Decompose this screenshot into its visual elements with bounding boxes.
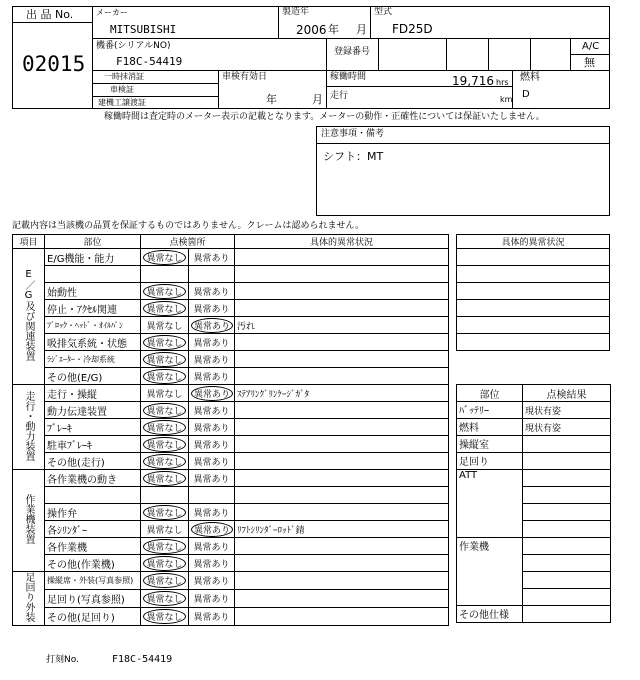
table-row xyxy=(457,538,611,555)
normal-mark: 異常なし xyxy=(143,556,185,571)
normal-mark: 異常なし xyxy=(143,301,185,316)
mileage-label: 走行 xyxy=(330,91,349,101)
hours-label: 稼働時間 xyxy=(330,72,367,82)
normal-cell xyxy=(141,385,189,402)
right-result-cell: 現状有姿 xyxy=(523,402,611,419)
abnormal-mark: 異常あり xyxy=(193,613,230,623)
table-row xyxy=(13,453,449,470)
right-result-cell xyxy=(523,504,611,521)
normal-cell xyxy=(141,300,189,317)
right-result-cell: 現状有姿 xyxy=(523,419,611,436)
part-cell: 各作業機の動き xyxy=(45,470,141,487)
ac-label: A/C xyxy=(582,41,600,52)
divider xyxy=(326,70,327,109)
part-cell: ﾌﾞﾛｯｸ・ﾍｯﾄﾞ・ｵｲﾙﾊﾟﾝ xyxy=(45,317,141,334)
normal-cell xyxy=(141,608,189,626)
part-cell: E/G機能・能力 xyxy=(45,249,141,266)
table-row xyxy=(13,590,449,608)
normal-mark: 異常なし xyxy=(143,539,185,554)
table-row xyxy=(13,504,449,521)
detail-cell xyxy=(235,402,449,419)
abnormal-cell xyxy=(189,283,235,300)
abnormal-mark: 異常あり xyxy=(193,440,230,451)
table-row xyxy=(457,402,611,419)
detail-cell xyxy=(235,487,449,504)
right-result-cell xyxy=(523,572,611,589)
abnormal-cell xyxy=(189,402,235,419)
normal-cell xyxy=(141,504,189,521)
normal-mark: 異常なし xyxy=(143,609,185,624)
abnormal-mark: 異常あり xyxy=(193,355,230,366)
abnormal-cell xyxy=(189,538,235,555)
stamp-label: 打刻No. xyxy=(46,655,79,665)
abnormal-cell xyxy=(189,385,235,402)
detail-cell xyxy=(235,249,449,266)
blank-cell xyxy=(457,300,610,317)
column-header: 部位 xyxy=(45,235,141,249)
fuel-value: D xyxy=(522,89,530,100)
table-row xyxy=(13,436,449,453)
divider xyxy=(92,70,610,71)
table-row xyxy=(13,351,449,368)
year-unit: 年 xyxy=(328,23,339,36)
right-result-cell xyxy=(523,453,611,470)
part-cell: 停止・ｱｸｾﾙ関連 xyxy=(45,300,141,317)
right-result-cell xyxy=(523,470,611,487)
normal-mark: 異常なし xyxy=(143,454,185,469)
detail-cell xyxy=(235,538,449,555)
group-label-text: 作業機装置 xyxy=(23,494,34,544)
detail-cell: ｽﾃｱﾘﾝｸﾞﾘﾝｹｰｼﾞｶﾞﾀ xyxy=(235,385,449,402)
normal-mark: 異常なし xyxy=(143,591,185,606)
model-label: 型式 xyxy=(374,7,393,17)
normal-cell xyxy=(141,470,189,487)
detail-cell xyxy=(235,334,449,351)
abnormal-cell xyxy=(189,249,235,266)
column-header: 部位 xyxy=(457,385,523,402)
part-cell: その他(走行) xyxy=(45,453,141,470)
abnormal-mark: 異常あり xyxy=(193,287,230,298)
expiry-label: 車検有効日 xyxy=(222,72,268,82)
detail-cell xyxy=(235,555,449,572)
abnormal-cell xyxy=(189,436,235,453)
expiry-month-unit: 月 xyxy=(312,93,323,106)
hours-unit: hrs xyxy=(496,78,509,87)
right-result-cell xyxy=(523,487,611,504)
abnormal-cell xyxy=(189,453,235,470)
fuel-label: 燃料 xyxy=(520,72,540,83)
abnormal-mark: 異常あり xyxy=(193,253,230,264)
divider xyxy=(92,96,218,97)
right-part-cell: ﾊﾞｯﾃﾘｰ xyxy=(457,402,523,419)
right-part-cell: 作業機 xyxy=(457,538,523,606)
right-result-cell xyxy=(523,538,611,555)
part-cell: その他(作業機) xyxy=(45,555,141,572)
right-part-cell: 燃料 xyxy=(457,419,523,436)
normal-mark: 異常なし xyxy=(146,389,183,400)
hours-value: 19,716 xyxy=(452,74,494,88)
right-result-cell xyxy=(523,521,611,538)
detail-cell xyxy=(235,300,449,317)
right-issues-header: 具体的異常状況 xyxy=(457,235,610,249)
detail-cell xyxy=(235,283,449,300)
table-row xyxy=(13,334,449,351)
divider xyxy=(317,143,609,144)
abnormal-cell xyxy=(189,300,235,317)
transfer-cert-label: 建機工譲渡証 xyxy=(98,98,146,107)
notes-box xyxy=(316,126,610,216)
normal-mark: 異常なし xyxy=(143,573,185,588)
abnormal-mark: 異常あり xyxy=(193,304,230,315)
blank-cell xyxy=(457,266,610,283)
abnormal-mark: 異常あり xyxy=(191,318,233,333)
table-row xyxy=(13,368,449,385)
normal-mark: 異常なし xyxy=(143,420,185,435)
normal-cell xyxy=(141,521,189,538)
abnormal-mark: 異常あり xyxy=(193,406,230,417)
table-row xyxy=(457,470,611,487)
table-row xyxy=(457,453,611,470)
table-row xyxy=(13,402,449,419)
abnormal-mark: 異常あり xyxy=(193,577,230,587)
part-cell: その他(E/G) xyxy=(45,368,141,385)
model-value: FD25D xyxy=(392,22,433,36)
abnormal-cell xyxy=(189,590,235,608)
abnormal-mark: 異常あり xyxy=(193,542,230,553)
table-row xyxy=(13,521,449,538)
part-cell: 各作業機 xyxy=(45,538,141,555)
abnormal-cell xyxy=(189,470,235,487)
abnormal-mark: 異常あり xyxy=(193,372,230,383)
table-row xyxy=(13,317,449,334)
column-header: 具体的異常状況 xyxy=(235,235,449,249)
normal-cell xyxy=(141,317,189,334)
group-label xyxy=(13,385,45,470)
reg-label: 登録番号 xyxy=(334,47,371,57)
abnormal-mark: 異常あり xyxy=(193,457,230,468)
detail-cell xyxy=(235,470,449,487)
column-header: 点検結果 xyxy=(523,385,611,402)
part-cell: 駐車ﾌﾞﾚｰｷ xyxy=(45,436,141,453)
abnormal-cell xyxy=(189,555,235,572)
part-cell: 動力伝達装置 xyxy=(45,402,141,419)
normal-cell xyxy=(141,368,189,385)
normal-mark: 異常なし xyxy=(143,505,185,520)
normal-mark: 異常なし xyxy=(146,525,183,536)
abnormal-mark: 異常あり xyxy=(193,595,230,605)
abnormal-cell xyxy=(189,487,235,504)
table-row xyxy=(13,470,449,487)
detail-cell xyxy=(235,436,449,453)
right-result-cell xyxy=(523,589,611,606)
column-header: 点検箇所 xyxy=(141,235,235,249)
stamp-value: F18C-54419 xyxy=(112,654,173,665)
blank-cell xyxy=(457,334,610,351)
divider xyxy=(92,38,610,39)
blank-cell xyxy=(457,249,610,266)
detail-cell xyxy=(235,419,449,436)
normal-mark: 異常なし xyxy=(146,321,183,332)
abnormal-cell xyxy=(189,266,235,283)
normal-mark: 異常なし xyxy=(143,471,185,486)
detail-cell xyxy=(235,590,449,608)
table-row xyxy=(13,419,449,436)
divider xyxy=(92,6,93,109)
serial-label: 機番(シリアルNO) xyxy=(96,41,171,51)
divider xyxy=(446,38,447,70)
normal-mark: 異常なし xyxy=(143,352,185,367)
abnormal-cell xyxy=(189,504,235,521)
inspection-table xyxy=(12,234,449,626)
expiry-year-unit: 年 xyxy=(266,93,277,106)
divider xyxy=(218,70,219,109)
temp-cert-label: 一時抹消証 xyxy=(104,72,144,81)
table-row xyxy=(13,487,449,504)
abnormal-cell xyxy=(189,334,235,351)
hours-disclaimer: 稼働時間は査定時のメーター表示の記載となります。メーターの動作・正確性については保証いたしません。 xyxy=(104,112,545,122)
column-header: 項目 xyxy=(13,235,45,249)
abnormal-mark: 異常あり xyxy=(191,522,233,537)
blank-cell xyxy=(457,283,610,300)
right-part-cell: その他仕様 xyxy=(457,606,523,623)
normal-cell xyxy=(141,538,189,555)
detail-cell xyxy=(235,351,449,368)
divider xyxy=(92,83,218,84)
abnormal-mark: 異常あり xyxy=(193,559,230,570)
right-part-cell: 足回り xyxy=(457,453,523,470)
year-value: 2006 xyxy=(296,23,327,37)
group-label xyxy=(13,572,45,626)
month-unit: 月 xyxy=(356,23,367,36)
normal-cell xyxy=(141,590,189,608)
detail-cell xyxy=(235,572,449,590)
normal-cell xyxy=(141,555,189,572)
serial-value: F18C-54419 xyxy=(116,55,183,68)
abnormal-mark: 異常あり xyxy=(193,508,230,519)
part-cell: 吸排気系統・状態 xyxy=(45,334,141,351)
divider xyxy=(570,54,610,55)
right-issues-table xyxy=(456,234,610,351)
maker-label: メーカー xyxy=(96,8,128,17)
normal-mark: 異常なし xyxy=(143,437,185,452)
divider xyxy=(488,38,489,70)
detail-cell: ﾘﾌﾄｼﾘﾝﾀﾞｰﾛｯﾄﾞ錆 xyxy=(235,521,449,538)
table-row xyxy=(457,419,611,436)
divider xyxy=(370,6,371,38)
right-result-cell xyxy=(523,436,611,453)
table-row xyxy=(13,266,449,283)
right-results-table xyxy=(456,384,611,623)
group-label-text: E／G及び関連装置 xyxy=(23,269,34,361)
divider xyxy=(378,38,379,70)
abnormal-cell xyxy=(189,521,235,538)
detail-cell xyxy=(235,453,449,470)
divider xyxy=(12,22,92,23)
normal-cell xyxy=(141,572,189,590)
abnormal-cell xyxy=(189,368,235,385)
table-row xyxy=(13,300,449,317)
blank-cell xyxy=(457,317,610,334)
part-cell xyxy=(45,266,141,283)
part-cell: 足回り(写真参照) xyxy=(45,590,141,608)
inspection-cert-label: 車検証 xyxy=(110,85,134,94)
table-row xyxy=(457,436,611,453)
table-row xyxy=(13,608,449,626)
normal-mark: 異常なし xyxy=(143,284,185,299)
mileage-unit: km xyxy=(500,95,513,104)
detail-cell: 汚れ xyxy=(235,317,449,334)
lot-number: 02015 xyxy=(22,52,86,76)
normal-cell xyxy=(141,453,189,470)
normal-mark: 異常なし xyxy=(143,250,185,265)
header-box xyxy=(12,6,610,109)
detail-cell xyxy=(235,266,449,283)
divider xyxy=(326,38,327,70)
abnormal-mark: 異常あり xyxy=(193,338,230,349)
normal-cell xyxy=(141,283,189,300)
normal-cell xyxy=(141,487,189,504)
part-cell: その他(足回り) xyxy=(45,608,141,626)
part-cell: ﾗｼﾞｴｰﾀｰ・冷却系統 xyxy=(45,351,141,368)
right-result-cell xyxy=(523,606,611,623)
part-cell: 始動性 xyxy=(45,283,141,300)
table-row xyxy=(13,249,449,266)
normal-cell xyxy=(141,402,189,419)
abnormal-cell xyxy=(189,608,235,626)
detail-cell xyxy=(235,608,449,626)
ac-value: 無 xyxy=(584,56,595,69)
normal-cell xyxy=(141,249,189,266)
normal-cell xyxy=(141,266,189,283)
table-row xyxy=(13,283,449,300)
lot-label: 出 品 No. xyxy=(26,8,74,21)
group-label xyxy=(13,470,45,572)
maker-value: MITSUBISHI xyxy=(110,23,177,36)
year-label: 製造年 xyxy=(282,7,310,17)
normal-cell xyxy=(141,334,189,351)
group-label xyxy=(13,249,45,385)
divider xyxy=(530,38,531,70)
normal-mark: 異常なし xyxy=(143,403,185,418)
quality-disclaimer: 記載内容は当該機の品質を保証するものではありません。クレームは認められません。 xyxy=(12,221,365,231)
table-row xyxy=(457,606,611,623)
normal-cell xyxy=(141,419,189,436)
normal-mark: 異常なし xyxy=(143,369,185,384)
abnormal-mark: 異常あり xyxy=(193,423,230,434)
right-part-cell: 操縦室 xyxy=(457,436,523,453)
group-label-text: 足回り外装 xyxy=(23,572,34,622)
table-row xyxy=(13,538,449,555)
right-header-row xyxy=(457,385,611,402)
table-header-row xyxy=(13,235,449,249)
table-row xyxy=(13,555,449,572)
right-part-cell: ATT xyxy=(457,470,523,538)
part-cell: 操縦席・外装(写真参照) xyxy=(45,572,141,590)
divider xyxy=(278,6,279,38)
abnormal-mark: 異常あり xyxy=(191,386,233,401)
normal-cell xyxy=(141,436,189,453)
table-row xyxy=(13,385,449,402)
part-cell: 操作弁 xyxy=(45,504,141,521)
abnormal-mark: 異常あり xyxy=(193,474,230,485)
part-cell xyxy=(45,487,141,504)
detail-cell xyxy=(235,504,449,521)
part-cell: 各ｼﾘﾝﾀﾞｰ xyxy=(45,521,141,538)
abnormal-cell xyxy=(189,419,235,436)
normal-cell xyxy=(141,351,189,368)
notes-content: シフト：MT xyxy=(323,150,384,163)
abnormal-cell xyxy=(189,351,235,368)
table-row xyxy=(13,572,449,590)
abnormal-cell xyxy=(189,572,235,590)
detail-cell xyxy=(235,368,449,385)
normal-mark: 異常なし xyxy=(143,335,185,350)
notes-title: 注意事項・備考 xyxy=(321,129,385,139)
group-label-text: 走行・動力装置 xyxy=(23,390,34,461)
part-cell: ﾌﾞﾚｰｷ xyxy=(45,419,141,436)
part-cell: 走行・操縦 xyxy=(45,385,141,402)
abnormal-cell xyxy=(189,317,235,334)
right-result-cell xyxy=(523,555,611,572)
